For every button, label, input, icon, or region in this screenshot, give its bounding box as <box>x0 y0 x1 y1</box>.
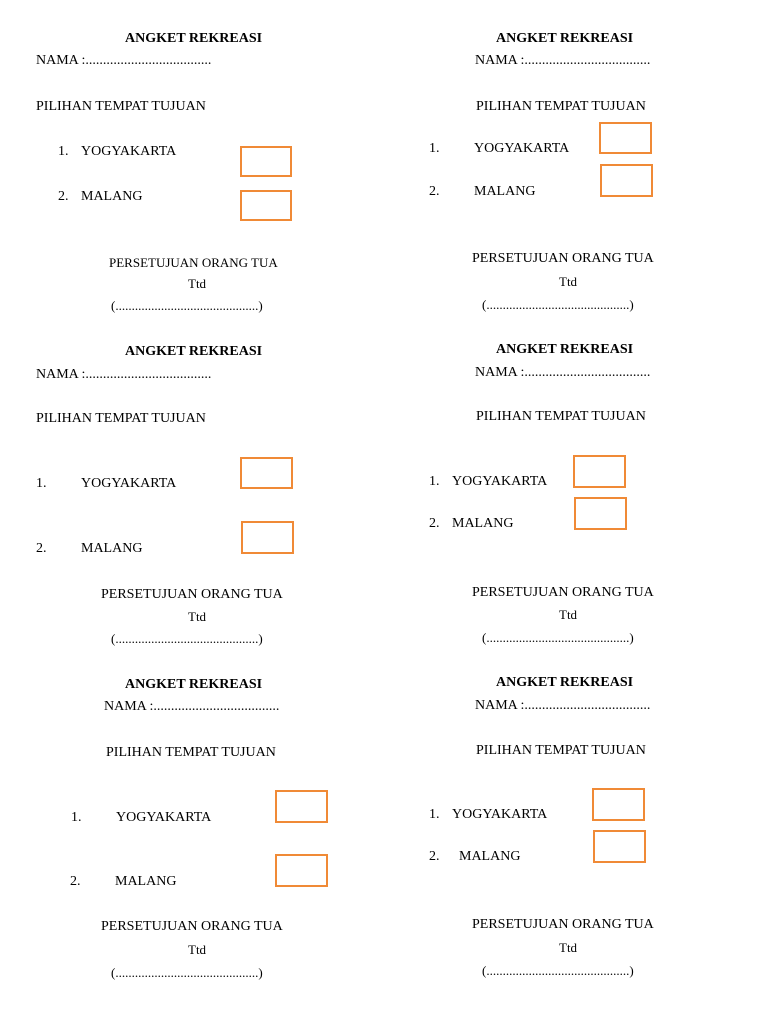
option-2-number: 2. <box>58 189 69 204</box>
option-1-label: YOGYAKARTA <box>452 474 548 489</box>
question-heading: PILIHAN TEMPAT TUJUAN <box>476 743 646 758</box>
option-1-checkbox[interactable] <box>275 790 328 823</box>
option-1-checkbox[interactable] <box>599 122 652 154</box>
parent-consent-label: PERSETUJUAN ORANG TUA <box>109 255 278 270</box>
signature-label: Ttd <box>188 609 207 624</box>
option-2-label: MALANG <box>81 541 143 556</box>
option-2-number: 2. <box>70 874 81 889</box>
option-2-checkbox[interactable] <box>593 830 646 863</box>
name-field[interactable]: NAMA :.................................... <box>475 53 651 68</box>
signature-label: Ttd <box>559 940 578 955</box>
option-2-label: MALANG <box>474 184 536 199</box>
option-2-label: MALANG <box>115 874 177 889</box>
name-field[interactable]: NAMA :.................................... <box>36 367 212 382</box>
name-field[interactable]: NAMA :.................................... <box>475 365 651 380</box>
option-1-checkbox[interactable] <box>592 788 645 821</box>
question-heading: PILIHAN TEMPAT TUJUAN <box>476 99 646 114</box>
option-2-checkbox[interactable] <box>574 497 627 530</box>
option-1-checkbox[interactable] <box>240 457 293 489</box>
option-1-label: YOGYAKARTA <box>81 476 177 491</box>
parent-consent-label: PERSETUJUAN ORANG TUA <box>472 251 654 266</box>
option-1-checkbox[interactable] <box>240 146 292 177</box>
name-field[interactable]: NAMA :.................................... <box>475 698 651 713</box>
question-heading: PILIHAN TEMPAT TUJUAN <box>106 745 276 760</box>
signature-line[interactable]: (............................................) <box>111 631 263 646</box>
option-1-number: 1. <box>71 810 82 825</box>
option-2-checkbox[interactable] <box>275 854 328 887</box>
form-title: ANGKET REKREASI <box>125 31 263 46</box>
form-title: ANGKET REKREASI <box>125 677 263 692</box>
option-2-number: 2. <box>36 541 47 556</box>
option-1-label: YOGYAKARTA <box>81 144 177 159</box>
option-1-number: 1. <box>429 474 440 489</box>
question-heading: PILIHAN TEMPAT TUJUAN <box>36 99 206 114</box>
signature-label: Ttd <box>559 274 578 289</box>
name-field[interactable]: NAMA :.................................... <box>36 53 212 68</box>
signature-label: Ttd <box>188 276 207 291</box>
signature-label: Ttd <box>188 942 207 957</box>
signature-line[interactable]: (............................................) <box>482 963 634 978</box>
option-2-number: 2. <box>429 516 440 531</box>
option-2-label: MALANG <box>81 189 143 204</box>
option-2-label: MALANG <box>452 516 514 531</box>
parent-consent-label: PERSETUJUAN ORANG TUA <box>472 917 654 932</box>
option-2-label: MALANG <box>459 849 521 864</box>
option-2-checkbox[interactable] <box>241 521 294 554</box>
question-heading: PILIHAN TEMPAT TUJUAN <box>36 411 206 426</box>
form-title: ANGKET REKREASI <box>496 675 634 690</box>
option-1-number: 1. <box>58 144 69 159</box>
form-title: ANGKET REKREASI <box>496 342 634 357</box>
parent-consent-label: PERSETUJUAN ORANG TUA <box>101 919 283 934</box>
option-1-number: 1. <box>429 807 440 822</box>
signature-line[interactable]: (............................................) <box>111 298 263 313</box>
option-1-number: 1. <box>36 476 47 491</box>
option-2-number: 2. <box>429 184 440 199</box>
signature-line[interactable]: (............................................) <box>482 630 634 645</box>
option-2-number: 2. <box>429 849 440 864</box>
parent-consent-label: PERSETUJUAN ORANG TUA <box>101 587 283 602</box>
option-1-label: YOGYAKARTA <box>116 810 212 825</box>
option-1-number: 1. <box>429 141 440 156</box>
parent-consent-label: PERSETUJUAN ORANG TUA <box>472 585 654 600</box>
option-1-checkbox[interactable] <box>573 455 626 488</box>
option-2-checkbox[interactable] <box>600 164 653 197</box>
name-field[interactable]: NAMA :.................................... <box>104 699 280 714</box>
form-title: ANGKET REKREASI <box>496 31 634 46</box>
option-1-label: YOGYAKARTA <box>474 141 570 156</box>
form-title: ANGKET REKREASI <box>125 344 263 359</box>
signature-line[interactable]: (............................................) <box>482 297 634 312</box>
signature-line[interactable]: (............................................) <box>111 965 263 980</box>
option-2-checkbox[interactable] <box>240 190 292 221</box>
question-heading: PILIHAN TEMPAT TUJUAN <box>476 409 646 424</box>
signature-label: Ttd <box>559 607 578 622</box>
option-1-label: YOGYAKARTA <box>452 807 548 822</box>
